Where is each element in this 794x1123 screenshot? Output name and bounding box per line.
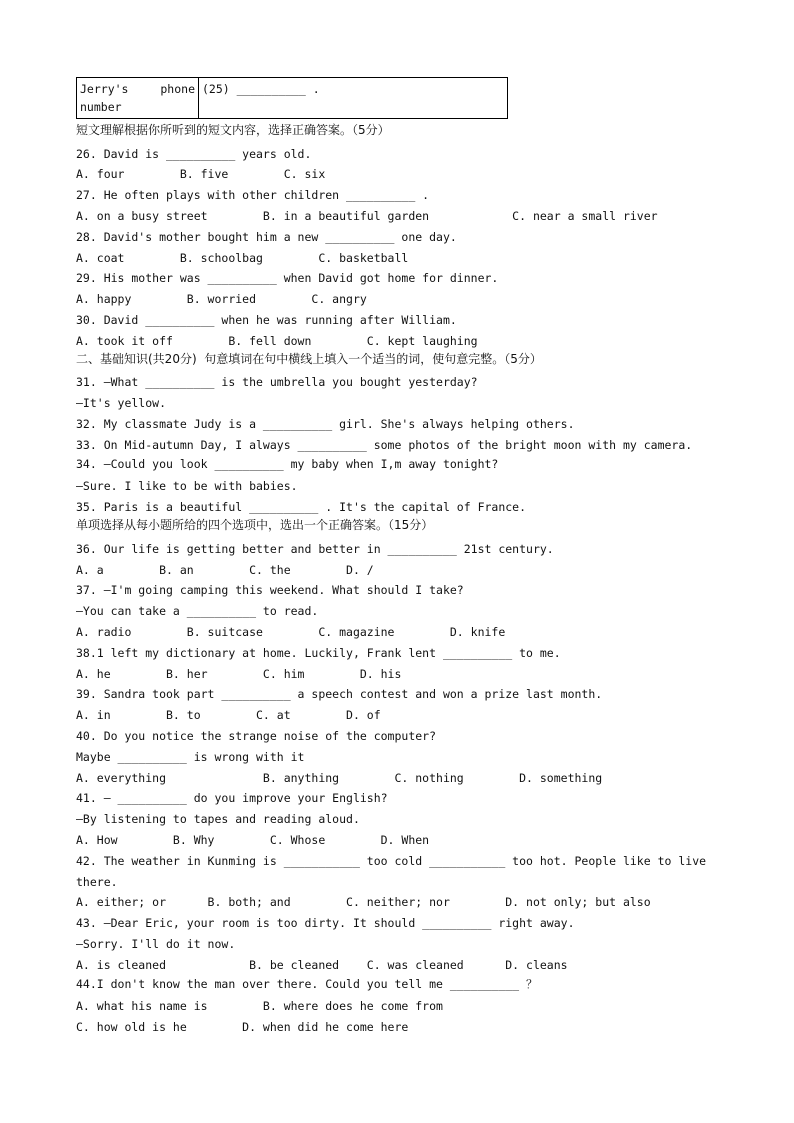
options-42: A. either; or B. both; and C. neither; nor D. not only; but also (76, 895, 651, 909)
label-cell (77, 78, 199, 119)
question-34: 34. —Could you look __________ my baby when I,m away tonight? (76, 457, 499, 471)
question-37-line2: —You can take a __________ to read. (76, 604, 319, 618)
question-30: 30. David __________ when he was running after William. (76, 313, 457, 327)
info-table (76, 77, 508, 119)
options-26: A. four B. five C. six (76, 167, 326, 181)
label-phone: phone (160, 82, 195, 96)
options-28: A. coat B. schoolbag C. basketball (76, 251, 409, 265)
options-40: A. everything B. anything C. nothing D. something (76, 771, 603, 785)
answer-41: —By listening to tapes and reading aloud. (76, 812, 360, 826)
section-choice-heading: 单项选择从每小题所给的四个选项中，选出一个正确答案。（15分） (76, 518, 434, 532)
question-38: 38.1 left my dictionary at home. Luckily, Frank lent __________ to me. (76, 646, 561, 660)
question-26: 26. David is __________ years old. (76, 147, 312, 161)
options-27: A. on a busy street B. in a beautiful garden C. near a small river (76, 209, 658, 223)
section-listening-heading: 短文理解根据你所听到的短文内容，选择正确答案。（5分） (76, 123, 390, 137)
options-38: A. he B. her C. him D. his (76, 667, 402, 681)
options-41: A. How B. Why C. Whose D. When (76, 833, 430, 847)
question-33: 33. On Mid-autumn Day, I always __________ some photos of the bright moon with my camera. (76, 438, 693, 452)
question-40: 40. Do you notice the strange noise of the computer? (76, 729, 437, 743)
question-42-line2: there. (76, 875, 118, 889)
label-jerrys: Jerry's (80, 82, 129, 96)
question-37: 37. —I'm going camping this weekend. What should I take? (76, 583, 464, 597)
question-29: 29. His mother was __________ when David got home for dinner. (76, 271, 499, 285)
question-39: 39. Sandra took part __________ a speech contest and won a prize last month. (76, 687, 603, 701)
question-35: 35. Paris is a beautiful __________ . It's the capital of France. (76, 500, 527, 514)
options-44-row1: A. what his name is B. where does he come from (76, 999, 443, 1013)
question-43-line2: —Sorry. I'll do it now. (76, 937, 236, 951)
options-43: A. is cleaned B. be cleaned C. was cleaned D. cleans (76, 958, 568, 972)
question-43: 43. —Dear Eric, your room is too dirty. It should __________ right away. (76, 916, 575, 930)
question-42: 42. The weather in Kunming is ___________ too cold ___________ too hot. People like to live (76, 854, 707, 868)
question-44: 44.I don't know the man over there. Could you tell me __________ ？ (76, 977, 538, 991)
answer-blank-25: (25) __________ . (202, 82, 320, 96)
label-number: number (80, 100, 122, 114)
options-37: A. radio B. suitcase C. magazine D. knife (76, 625, 506, 639)
question-28: 28. David's mother bought him a new __________ one day. (76, 230, 457, 244)
question-27: 27. He often plays with other children __________ . (76, 188, 430, 202)
options-44-row2: C. how old is he D. when did he come here (76, 1020, 409, 1034)
options-36: A. a B. an C. the D. / (76, 563, 374, 577)
options-39: A. in B. to C. at D. of (76, 708, 381, 722)
table-row (77, 78, 508, 119)
options-29: A. happy B. worried C. angry (76, 292, 367, 306)
label-top (80, 80, 195, 98)
answer-cell (199, 78, 508, 119)
section-basics-heading: 二、基础知识(共20分) 句意填词在句中横线上填入一个适当的词，使句意完整。（5分） (76, 352, 542, 366)
options-30: A. took it off B. fell down C. kept laughing (76, 334, 478, 348)
question-31: 31. —What __________ is the umbrella you bought yesterday? (76, 375, 478, 389)
question-36: 36. Our life is getting better and better in __________ 21st century. (76, 542, 554, 556)
question-41: 41. — __________ do you improve your English? (76, 791, 388, 805)
answer-31: —It's yellow. (76, 396, 167, 410)
question-32: 32. My classmate Judy is a __________ girl. She's always helping others. (76, 417, 575, 431)
question-40-line2: Maybe __________ is wrong with it (76, 750, 305, 764)
answer-34: —Sure. I like to be with babies. (76, 479, 298, 493)
